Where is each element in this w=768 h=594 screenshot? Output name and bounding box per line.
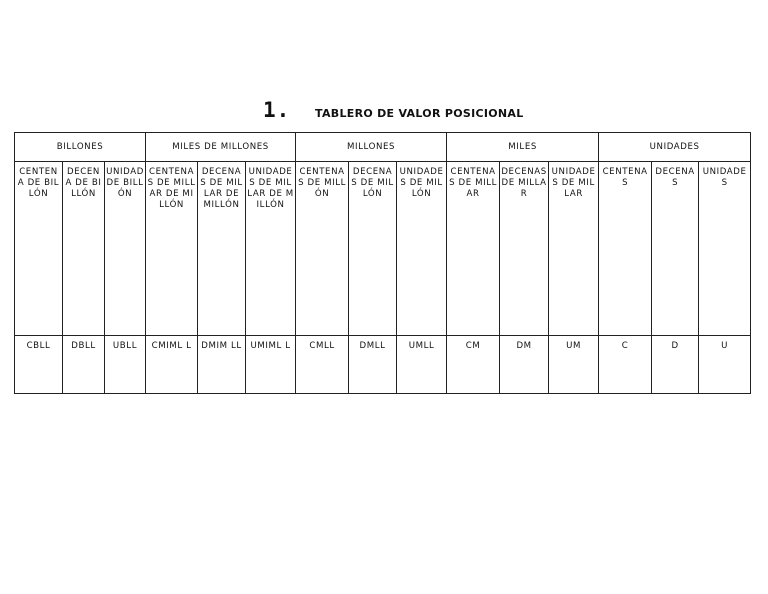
group-millones: MILLONES bbox=[296, 133, 447, 162]
column-abbreviation: CMIML L bbox=[146, 336, 198, 394]
group-miles: MILES bbox=[447, 133, 599, 162]
column-abbreviation: UMIML L bbox=[246, 336, 296, 394]
group-miles-de-millones: MILES DE MILLONES bbox=[146, 133, 296, 162]
column-name: CENTENA DE BILLÓN bbox=[15, 162, 63, 336]
heading-title: TABLERO DE VALOR POSICIONAL bbox=[315, 107, 524, 120]
column-abbreviation: UM bbox=[549, 336, 599, 394]
column-abbreviation: DMLL bbox=[349, 336, 397, 394]
heading-number: 1. bbox=[263, 98, 291, 122]
column-name: DECENAS DE MILLAR bbox=[500, 162, 549, 336]
column-abbreviation: U bbox=[699, 336, 751, 394]
column-name: CENTENAS bbox=[599, 162, 652, 336]
column-abbreviation: UBLL bbox=[105, 336, 146, 394]
column-abbreviation: DMIM LL bbox=[198, 336, 246, 394]
place-value-table bbox=[14, 132, 751, 394]
column-abbreviation: CM bbox=[447, 336, 500, 394]
column-name: UNIDADES DE MILLAR DE MILLÓN bbox=[246, 162, 296, 336]
column-name: UNIDADES DE MILLÓN bbox=[397, 162, 447, 336]
column-abbreviation: DM bbox=[500, 336, 549, 394]
column-abbreviation: CBLL bbox=[15, 336, 63, 394]
column-name: DECENAS bbox=[652, 162, 699, 336]
column-abbreviation-row bbox=[15, 336, 751, 394]
group-unidades: UNIDADES bbox=[599, 133, 751, 162]
column-name: CENTENAS DE MILLAR DE MILLÓN bbox=[146, 162, 198, 336]
page-heading bbox=[0, 98, 768, 128]
column-abbreviation: UMLL bbox=[397, 336, 447, 394]
column-name: DECENAS DE MILLAR DE MILLÓN bbox=[198, 162, 246, 336]
group-billones: BILLONES bbox=[15, 133, 146, 162]
column-abbreviation: C bbox=[599, 336, 652, 394]
group-header-row bbox=[15, 133, 751, 162]
column-abbreviation: DBLL bbox=[63, 336, 105, 394]
column-name: UNIDADES bbox=[699, 162, 751, 336]
column-name: DECENA DE BILLÓN bbox=[63, 162, 105, 336]
column-name: CENTENAS DE MILLAR bbox=[447, 162, 500, 336]
column-name: DECENAS DE MILLÓN bbox=[349, 162, 397, 336]
column-name-row bbox=[15, 162, 751, 336]
column-name: UNIDADES DE MILLAR bbox=[549, 162, 599, 336]
column-name: CENTENAS DE MILLÓN bbox=[296, 162, 349, 336]
column-name: UNIDAD DE BILLÓN bbox=[105, 162, 146, 336]
column-abbreviation: CMLL bbox=[296, 336, 349, 394]
column-abbreviation: D bbox=[652, 336, 699, 394]
